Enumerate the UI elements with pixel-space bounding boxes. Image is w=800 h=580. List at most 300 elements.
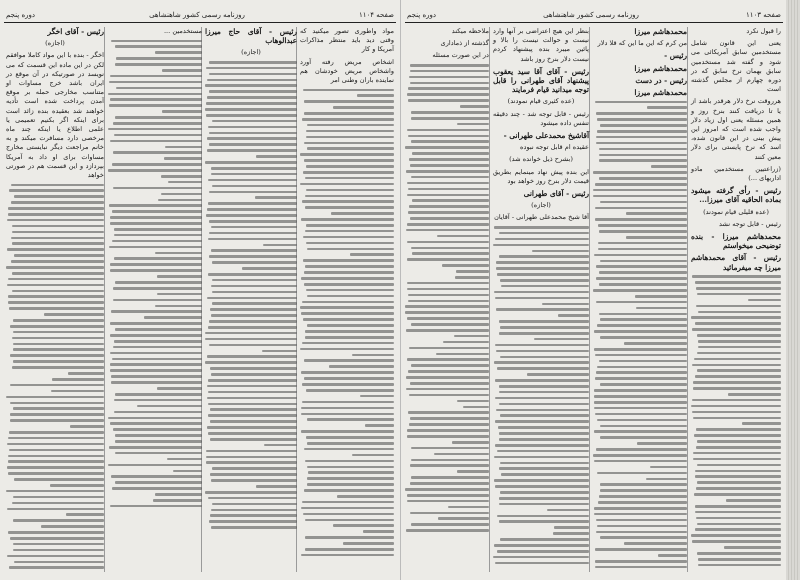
illegible-text-line: [438, 517, 489, 520]
illegible-text-line: [499, 332, 589, 335]
illegible-text-line: [626, 236, 687, 239]
illegible-text-line: [495, 344, 590, 347]
illegible-text-line: [499, 503, 589, 506]
illegible-text-line: [110, 422, 202, 425]
illegible-text-line: [112, 487, 202, 490]
illegible-text-line: [333, 524, 394, 527]
illegible-text-line: [352, 354, 394, 357]
illegible-text-line: [108, 464, 202, 467]
illegible-text-line: [595, 548, 687, 551]
illegible-text-line: [158, 199, 202, 202]
illegible-text-line: [411, 176, 489, 179]
illegible-text-line: [13, 319, 104, 322]
illegible-text-line: [114, 134, 202, 137]
illegible-text-line: [597, 472, 687, 475]
illegible-text-line: [11, 201, 104, 204]
speaker-heading: آقاشیخ محمدعلی طهرانی -: [503, 131, 589, 141]
illegible-text-line: [499, 438, 589, 441]
illegible-text-line: [593, 195, 687, 198]
illegible-text-line: [412, 252, 489, 255]
illegible-text-line: [14, 561, 104, 564]
illegible-text-line: [304, 142, 394, 145]
header-rule: [405, 22, 783, 23]
illegible-text-line: [636, 307, 687, 310]
illegible-text-line: [300, 306, 394, 309]
illegible-text-line: [108, 417, 202, 420]
illegible-text-line: [495, 562, 589, 565]
illegible-text-line: [494, 479, 589, 482]
illegible-text-line: [12, 225, 104, 228]
illegible-text-line: [114, 234, 202, 237]
illegible-text-line: [595, 413, 687, 416]
illegible-text-line: [173, 470, 202, 473]
illegible-text-line: [407, 317, 489, 320]
parenthetical-note: (اجازه): [45, 39, 65, 48]
illegible-text-line: [691, 405, 781, 408]
illegible-text-line: [405, 305, 489, 308]
illegible-text-line: [302, 383, 394, 386]
illegible-text-line: [305, 330, 394, 333]
illegible-text-line: [408, 411, 489, 414]
illegible-text-line: [12, 337, 104, 340]
illegible-text-line: [532, 250, 589, 253]
illegible-text-line: [111, 40, 202, 43]
illegible-text-line: [496, 267, 589, 270]
header-rule: [4, 22, 396, 23]
illegible-text-line: [205, 491, 297, 494]
illegible-text-line: [307, 248, 394, 251]
illegible-text-line: [110, 352, 202, 355]
illegible-text-line: [212, 302, 297, 305]
illegible-text-line: [205, 332, 297, 335]
illegible-text-line: [697, 552, 781, 555]
column-divider: [589, 27, 590, 572]
illegible-text-line: [41, 525, 104, 528]
illegible-text-line: [599, 283, 687, 286]
illegible-text-line: [407, 258, 489, 261]
illegible-text-line: [595, 183, 687, 186]
illegible-text-line: [262, 350, 297, 353]
illegible-text-line: [212, 467, 297, 470]
illegible-text-line: [499, 497, 589, 500]
illegible-text-line: [598, 242, 687, 245]
illegible-text-line: [44, 313, 104, 316]
illegible-text-line: [728, 393, 781, 396]
illegible-text-line: [306, 224, 394, 227]
parenthetical-note: (عده قلیلی قیام نمودند): [703, 207, 769, 216]
illegible-text-line: [599, 154, 687, 157]
illegible-text-line: [211, 526, 297, 529]
illegible-text-line: [599, 148, 687, 151]
illegible-text-line: [695, 470, 781, 473]
speaker-heading: رئیس - رأی گرفته میشود بماده الحاقیه آقای میرزا...: [691, 186, 781, 205]
illegible-text-line: [595, 560, 687, 563]
illegible-text-line: [8, 278, 104, 281]
illegible-text-line: [8, 213, 104, 216]
illegible-text-line: [111, 475, 202, 478]
illegible-text-line: [110, 322, 202, 325]
illegible-text-line: [695, 475, 781, 478]
illegible-text-line: [7, 284, 104, 287]
illegible-text-line: [409, 394, 489, 397]
illegible-text-line: [50, 484, 104, 487]
column-divider: [489, 27, 490, 572]
illegible-text-line: [300, 348, 394, 351]
illegible-text-line: [301, 218, 394, 221]
illegible-text-line: [593, 171, 687, 174]
illegible-text-line: [360, 395, 394, 398]
text-column: [205, 27, 297, 532]
illegible-text-line: [596, 519, 687, 522]
illegible-text-line: [409, 76, 489, 79]
illegible-text-line: [302, 200, 394, 203]
illegible-text-line: [599, 159, 687, 162]
illegible-text-line: [302, 342, 394, 345]
illegible-text-line: [110, 216, 202, 219]
illegible-text-line: [7, 248, 104, 251]
illegible-text-line: [211, 173, 297, 176]
illegible-text-line: [113, 187, 202, 190]
illegible-text-line: [499, 255, 589, 258]
illegible-text-line: [695, 375, 781, 378]
illegible-text-line: [205, 161, 297, 164]
illegible-text-line: [495, 420, 589, 423]
illegible-text-line: [206, 450, 297, 453]
illegible-text-line: [410, 482, 489, 485]
paragraph: مستخدمین ...: [163, 27, 202, 35]
illegible-text-line: [207, 149, 297, 152]
illegible-text-line: [302, 118, 394, 121]
illegible-text-line: [409, 158, 489, 161]
illegible-text-line: [593, 454, 687, 457]
illegible-text-line: [593, 189, 687, 192]
illegible-text-line: [498, 426, 589, 429]
illegible-text-line: [600, 425, 687, 428]
illegible-text-line: [599, 230, 687, 233]
illegible-text-line: [305, 265, 394, 268]
illegible-text-line: [208, 379, 297, 382]
illegible-text-line: [352, 454, 394, 457]
illegible-text-line: [495, 485, 589, 488]
illegible-text-line: [209, 143, 297, 146]
illegible-text-line: [495, 444, 589, 447]
illegible-text-line: [456, 270, 489, 273]
paragraph: هرروقت نرخ دلار هرقدر باشد از یا تا دریافت کنند بنرخ روز و همین مسئله یعنی اول زیاد دلار واجب شده است که امروز این پیش بینی در این قانون شده، اسد که نرخ پایستی برای دلار معین کنند: [691, 97, 781, 161]
speaker-heading: محمدهاشم میرزا: [634, 88, 687, 98]
illegible-text-line: [692, 364, 781, 367]
illegible-text-line: [494, 544, 589, 547]
illegible-text-line: [210, 438, 297, 441]
paragraph: اشخاص مریض رفته آورد واشخاص مریض خودشان هم نماینده باران وطنی امر: [300, 57, 394, 85]
illegible-text-line: [7, 219, 104, 222]
illegible-text-line: [597, 130, 687, 133]
illegible-text-line: [7, 443, 104, 446]
illegible-text-line: [697, 334, 781, 337]
illegible-text-line: [115, 393, 202, 396]
illegible-text-line: [113, 122, 202, 125]
illegible-text-line: [303, 236, 394, 239]
illegible-text-line: [495, 397, 589, 400]
illegible-text-line: [208, 202, 297, 205]
illegible-text-line: [208, 432, 297, 435]
illegible-text-line: [205, 361, 297, 364]
illegible-text-line: [410, 417, 489, 420]
illegible-text-line: [406, 388, 489, 391]
illegible-text-line: [405, 311, 489, 314]
illegible-text-line: [211, 373, 297, 376]
illegible-text-line: [110, 363, 202, 366]
illegible-text-line: [650, 466, 687, 469]
illegible-text-line: [695, 505, 781, 508]
paragraph: در این صورت مسئله: [432, 51, 489, 60]
illegible-text-line: [410, 464, 489, 467]
illegible-text-line: [500, 462, 589, 465]
illegible-text-line: [497, 367, 589, 370]
illegible-text-line: [408, 188, 489, 191]
illegible-text-line: [500, 279, 589, 282]
illegible-text-line: [210, 420, 298, 423]
illegible-text-line: [594, 460, 687, 463]
illegible-text-line: [595, 566, 687, 569]
illegible-text-line: [110, 140, 202, 143]
illegible-text-line: [212, 120, 297, 123]
illegible-text-line: [300, 153, 394, 156]
illegible-text-line: [10, 325, 104, 328]
illegible-text-line: [696, 446, 781, 449]
illegible-text-line: [305, 195, 394, 198]
illegible-text-line: [691, 534, 781, 537]
illegible-text-line: [496, 350, 589, 353]
period-label: دوره پنجم: [407, 11, 437, 19]
illegible-text-line: [407, 93, 489, 96]
illegible-text-line: [594, 513, 687, 516]
illegible-text-line: [115, 281, 202, 284]
illegible-text-line: [357, 94, 394, 97]
illegible-text-line: [7, 508, 104, 511]
illegible-text-line: [307, 418, 394, 421]
illegible-text-line: [306, 136, 394, 139]
illegible-text-line: [406, 529, 489, 532]
illegible-text-line: [405, 488, 489, 491]
illegible-text-line: [443, 341, 489, 344]
illegible-text-line: [696, 428, 781, 431]
illegible-text-line: [411, 247, 489, 250]
illegible-text-line: [599, 271, 687, 274]
illegible-text-line: [115, 63, 202, 66]
illegible-text-line: [113, 346, 202, 349]
illegible-text-line: [497, 450, 589, 453]
illegible-text-line: [157, 293, 202, 296]
illegible-text-line: [409, 205, 489, 208]
illegible-text-line: [208, 403, 297, 406]
illegible-text-line: [305, 336, 394, 339]
speaker-heading: رئیس - آقای آقا سید یعقوب پیشنهاد آقای طهرانی را قابل توجه میدانید قیام فرمایند: [493, 66, 589, 95]
illegible-text-line: [695, 281, 782, 284]
newspaper-title: روزنامه رسمی کشور شاهنشاهی: [149, 11, 245, 19]
illegible-text-line: [697, 352, 781, 355]
illegible-text-line: [500, 326, 589, 329]
illegible-text-line: [264, 444, 297, 447]
illegible-text-line: [596, 265, 687, 268]
illegible-text-line: [14, 195, 104, 198]
illegible-text-line: [206, 461, 297, 464]
text-column: [691, 27, 781, 570]
illegible-text-line: [207, 208, 297, 211]
illegible-text-line: [14, 254, 104, 257]
illegible-text-line: [212, 185, 297, 188]
illegible-text-line: [410, 512, 489, 515]
illegible-text-line: [407, 223, 489, 226]
illegible-text-line: [497, 550, 589, 553]
illegible-text-line: [210, 514, 297, 517]
illegible-text-line: [13, 407, 104, 410]
illegible-text-line: [115, 481, 202, 484]
illegible-text-line: [692, 540, 782, 543]
illegible-text-line: [600, 436, 687, 439]
illegible-text-line: [434, 453, 489, 456]
illegible-text-line: [305, 230, 395, 233]
illegible-text-line: [7, 466, 104, 469]
illegible-text-line: [207, 426, 297, 429]
text-column: [493, 27, 589, 568]
illegible-text-line: [210, 367, 297, 370]
illegible-text-line: [113, 299, 202, 302]
illegible-text-line: [600, 201, 687, 204]
illegible-text-line: [600, 483, 687, 486]
illegible-text-line: [693, 458, 781, 461]
illegible-text-line: [624, 342, 687, 345]
illegible-text-line: [596, 112, 687, 115]
illegible-text-line: [8, 295, 104, 298]
illegible-text-line: [301, 371, 394, 374]
illegible-text-line: [693, 452, 781, 455]
illegible-text-line: [411, 476, 489, 479]
illegible-text-line: [256, 155, 297, 158]
illegible-text-line: [157, 275, 202, 278]
illegible-text-line: [112, 358, 202, 361]
illegible-text-line: [691, 316, 781, 319]
right-page: [400, 0, 787, 580]
illegible-text-line: [595, 377, 687, 380]
illegible-text-line: [411, 459, 489, 462]
illegible-text-line: [108, 93, 202, 96]
illegible-text-line: [112, 210, 202, 213]
paragraph: ملاحظه میکند: [451, 27, 489, 35]
page-number: صفحه ۱۱۰۳: [745, 11, 781, 19]
illegible-text-line: [110, 222, 202, 225]
illegible-text-line: [209, 344, 297, 347]
illegible-text-line: [210, 408, 297, 411]
illegible-text-line: [207, 397, 297, 400]
illegible-text-line: [409, 423, 489, 426]
illegible-text-line: [692, 399, 781, 402]
illegible-text-line: [9, 307, 104, 310]
illegible-text-line: [255, 196, 297, 199]
illegible-text-line: [304, 359, 394, 362]
illegible-text-line: [10, 354, 104, 357]
illegible-text-line: [111, 381, 202, 384]
illegible-text-line: [501, 285, 589, 288]
illegible-text-line: [301, 277, 394, 280]
illegible-text-line: [115, 45, 202, 48]
illegible-text-line: [407, 182, 489, 185]
illegible-text-line: [697, 481, 781, 484]
illegible-text-line: [748, 299, 781, 302]
illegible-text-line: [168, 181, 202, 184]
illegible-text-line: [114, 340, 202, 343]
text-column: [108, 27, 202, 511]
illegible-text-line: [407, 241, 489, 244]
illegible-text-line: [10, 419, 104, 422]
illegible-text-line: [595, 207, 687, 210]
illegible-text-line: [13, 519, 104, 522]
parenthetical-note: (اجازه): [241, 48, 261, 57]
illegible-text-line: [207, 355, 297, 358]
illegible-text-line: [306, 242, 394, 245]
illegible-text-line: [499, 520, 590, 523]
speaker-heading: رئیس - در دست: [635, 75, 687, 85]
illegible-text-line: [205, 338, 297, 341]
illegible-text-line: [113, 428, 202, 431]
illegible-text-line: [307, 295, 394, 298]
parenthetical-note: (اجازه): [531, 201, 551, 210]
illegible-text-line: [209, 191, 297, 194]
illegible-text-line: [626, 212, 687, 215]
speaker-heading: رئیس -: [664, 51, 687, 61]
illegible-text-line: [410, 217, 489, 220]
illegible-text-line: [114, 411, 202, 414]
illegible-text-line: [164, 157, 202, 160]
illegible-text-line: [307, 324, 394, 327]
illegible-text-line: [306, 189, 394, 192]
illegible-text-line: [495, 238, 589, 241]
paragraph: مواد واطوری تصور میکنید که وقتی دید باید منتظر مذاکرات آمریکا و کار: [300, 27, 394, 54]
illegible-text-line: [597, 366, 687, 369]
illegible-text-line: [457, 123, 489, 126]
illegible-text-line: [110, 263, 202, 266]
illegible-text-line: [600, 383, 687, 386]
illegible-text-line: [304, 159, 394, 162]
illegible-text-line: [409, 347, 489, 350]
illegible-text-line: [302, 501, 394, 504]
illegible-text-line: [696, 487, 781, 490]
illegible-text-line: [211, 479, 297, 482]
illegible-text-line: [8, 472, 104, 475]
illegible-text-line: [493, 244, 589, 247]
paragraph: را قبول نکرد: [746, 27, 781, 35]
illegible-text-line: [306, 389, 394, 392]
illegible-text-line: [594, 430, 687, 433]
illegible-text-line: [406, 376, 489, 379]
illegible-text-line: [66, 513, 104, 516]
paragraph: عقیده ام قابل توجه نبوده: [520, 143, 589, 152]
illegible-text-line: [600, 124, 687, 127]
illegible-text-line: [697, 464, 781, 467]
illegible-text-line: [411, 364, 489, 367]
illegible-text-line: [304, 283, 394, 286]
illegible-text-line: [208, 414, 297, 417]
illegible-text-line: [411, 523, 489, 526]
illegible-text-line: [305, 206, 394, 209]
illegible-text-line: [343, 542, 394, 545]
illegible-text-line: [305, 177, 394, 180]
text-column: [300, 27, 394, 560]
illegible-text-line: [112, 163, 202, 166]
illegible-text-line: [499, 432, 589, 435]
column-divider: [104, 27, 105, 572]
newspaper-title: روزنامه رسمی کشور شاهنشاهی: [543, 11, 639, 19]
illegible-text-line: [9, 431, 104, 434]
